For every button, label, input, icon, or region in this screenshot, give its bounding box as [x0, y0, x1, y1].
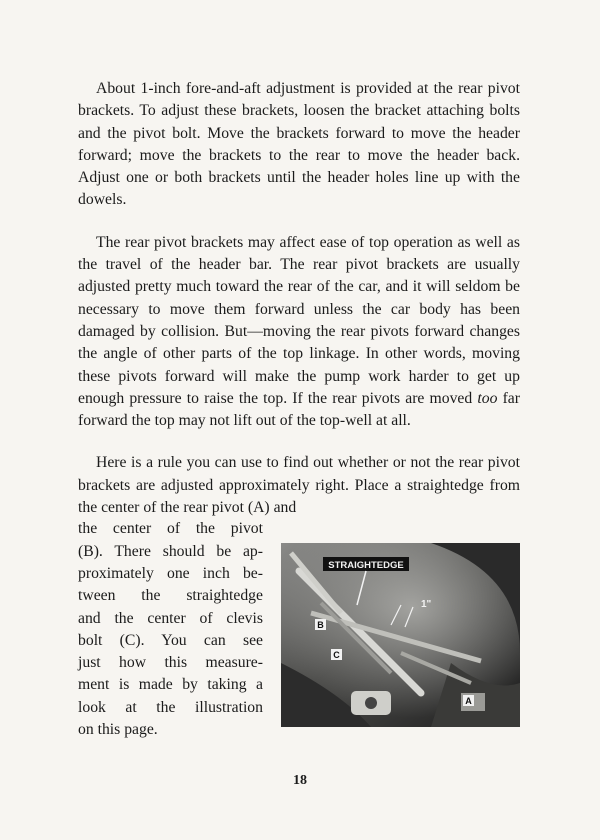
pivot-illustration-photo: [281, 543, 520, 727]
page-number: 18: [293, 773, 307, 788]
dimension-label: 1": [421, 599, 432, 611]
wrapped-paragraph: [78, 518, 263, 741]
wrap-line: on this page.: [78, 721, 158, 739]
wrap-line: just how this measure-: [78, 654, 263, 672]
wrap-line: the center of the pivot: [78, 520, 263, 538]
wrapped-text-with-illustration: [78, 519, 520, 737]
wrap-line: bolt (C). You can see: [78, 631, 263, 649]
wrap-line: tween the straightedge: [78, 587, 263, 605]
label-b: B: [317, 620, 324, 631]
wrap-line: and the center of clevis: [78, 609, 263, 627]
paragraph-rear-pivot-text-after: far forward the top may not lift out of the top-well at all.: [78, 389, 520, 430]
paragraph-header-adjustment: About 1-inch fore-and-aft adjustment is provided at the rear pivot brackets. To adjust these brackets, loosen the bracket attaching bolts and the pivot bolt. Move the brackets forward to move the header forward; move the brackets to the rear to move the header back. Adjust one or both brackets until the header holes line up with the dowels.: [78, 80, 520, 209]
paragraph-rear-pivot-brackets: [78, 232, 520, 433]
wrap-line: proximately one inch be-: [78, 564, 263, 582]
illustration-graphic: [281, 543, 520, 727]
wrap-line: look at the illustration: [78, 698, 263, 716]
wrap-line: (B). There should be ap-: [78, 542, 263, 560]
page-content: [78, 78, 520, 737]
label-c: C: [333, 650, 340, 661]
straightedge-banner: STRAIGHTEDGE: [328, 560, 404, 572]
emphasis-too: too: [477, 389, 498, 407]
label-a: A: [465, 696, 472, 707]
paragraph-rear-pivot-text-before: The rear pivot brackets may affect ease of top operation as well as the travel of the header bar. The rear pivot brackets are usually adjusted pretty much toward the rear of the car, and it will seldom be necessary to move them forward unless the car body has been damaged by collision. But—moving the rear pivots forward changes the angle of other parts of the top linkage. In other words, moving these pivots forward will make the pump work harder to get up enough pressure to raise the top. If the rear pivots are moved: [78, 233, 520, 407]
paragraph-rule-intro: Here is a rule you can use to find out whether or not the rear pivot brackets are adjusted approximately right. Place a straightedge from the center of the rear pivot (A) and: [78, 454, 520, 517]
wrap-line: ment is made by taking a: [78, 676, 263, 694]
